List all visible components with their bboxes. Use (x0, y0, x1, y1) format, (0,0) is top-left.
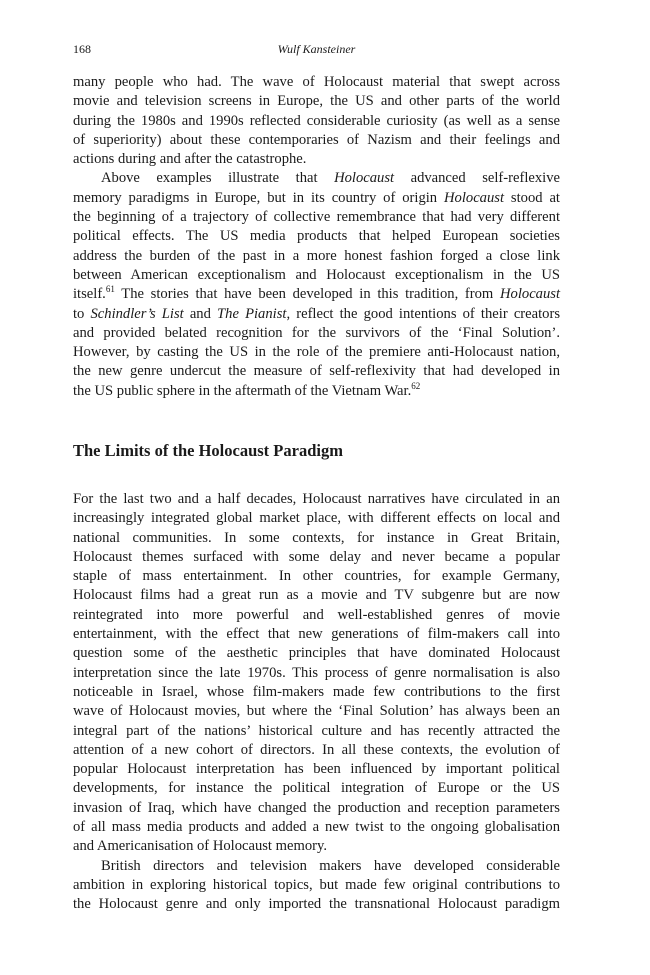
text-line (73, 779, 560, 798)
text-run: of superiority) about these contemporaries of Nazism and their feelings and (73, 131, 560, 148)
text-run: and provided belated recognition for the survivors of the ‘Final Solution’. (73, 324, 560, 341)
text-run: integral part of the nations’ historical culture and has recently attracted the (73, 722, 560, 739)
text-run: , reflect the good intentions of their creators (286, 305, 561, 322)
text-line (73, 895, 560, 914)
text-run: attention of a new cohort of directors. In all these contexts, the evolution of (73, 741, 560, 758)
text-line (73, 702, 560, 721)
text-run: Holocaust themes surfaced with some delay and never became a popular (73, 548, 560, 565)
text-line (73, 189, 560, 208)
text-run: and Americanisation of Holocaust memory. (73, 838, 327, 855)
text-line (73, 150, 560, 169)
text-line (73, 509, 560, 528)
text-run: during the 1980s and 1990s reflected considerable curiosity (as well as a sense (73, 112, 560, 129)
text-run: increasingly integrated global market place, with different effects on local and (73, 510, 560, 527)
text-run: The stories that have been developed in this tradition, from (114, 286, 500, 303)
text-run: wave of Holocaust movies, but where the ‘Final Solution’ has always been an (73, 703, 560, 720)
text-run: memory paradigms in Europe, but in its country of origin (73, 189, 445, 206)
text-run: the new genre undercut the measure of self-reflexivity that had developed in (73, 363, 560, 380)
text-line (73, 567, 560, 586)
text-line (73, 247, 560, 266)
text-line (73, 362, 560, 381)
text-line (73, 857, 560, 876)
text-run: movie and television screens in Europe, the US and other parts of the world (73, 93, 560, 110)
text-run: stood at (504, 189, 560, 206)
text-line (73, 799, 560, 818)
text-run: between American exceptionalism and Holocaust exceptionalism in the US (73, 266, 560, 283)
text-line (73, 131, 560, 150)
text-line (73, 664, 560, 683)
text-line (73, 490, 560, 509)
text-line (73, 169, 560, 188)
text-line (73, 324, 560, 343)
italic-title: The Pianist (217, 305, 287, 322)
text-line (73, 529, 560, 548)
text-run: However, by casting the US in the role of the premiere anti-Holocaust nation, (73, 344, 560, 361)
text-line (73, 683, 560, 702)
italic-title: Schindler’s List (90, 305, 184, 322)
italic-title: Holocaust (500, 286, 560, 303)
text-line (73, 285, 560, 304)
paragraphs-after-heading (73, 490, 560, 915)
text-run: the Holocaust genre and only imported the transnational Holocaust paradigm (73, 896, 560, 913)
text-run: British directors and television makers have developed considerable (101, 857, 560, 874)
text-run: actions during and after the catastrophe. (73, 151, 307, 168)
text-line (73, 548, 560, 567)
text-line (73, 305, 560, 324)
text-run: question some of the aesthetic principles that have dominated Holocaust (73, 645, 560, 662)
text-line (73, 343, 560, 362)
text-line (73, 760, 560, 779)
text-run: to (73, 305, 91, 322)
text-line (73, 92, 560, 111)
text-line (73, 73, 560, 92)
text-run: itself. (73, 286, 106, 303)
text-run: For the last two and a half decades, Holocaust narratives have circulated in an (73, 491, 560, 507)
text-run: entertainment, with the effect that new generations of film-makers call into (73, 626, 560, 643)
text-run: ambition in exploring historical topics, but made few original contributions to (73, 876, 560, 893)
text-line (73, 625, 560, 644)
text-run: Holocaust films had a great run as a movie and TV subgenre but are now (73, 587, 560, 604)
text-run: noticeable in Israel, whose film-makers made few contributions to the first (73, 683, 560, 700)
text-run: the US public sphere in the aftermath of the Vietnam War. (73, 382, 412, 399)
text-line (73, 606, 560, 625)
text-run: developments, for instance the political integration of Europe or the US (73, 780, 560, 797)
text-run: invasion of Iraq, which have changed the production and reception parameters (73, 799, 560, 816)
text-run: interpretation since the late 1970s. This process of genre normalisation is also (73, 664, 560, 681)
italic-title: Holocaust (444, 189, 505, 206)
text-run: advanced self-reflexive (394, 170, 560, 187)
text-line (73, 818, 560, 837)
text-line (73, 722, 560, 741)
text-line (73, 837, 560, 856)
text-line (73, 876, 560, 895)
text-run: staple of mass entertainment. In other countries, for example Germany, (73, 568, 560, 585)
text-run: political effects. The US media products that helped European societies (73, 228, 560, 245)
text-run: and (183, 305, 218, 322)
section-heading: The Limits of the Holocaust Paradigm (73, 441, 343, 460)
text-line (73, 208, 560, 227)
text-run: reintegrated into more powerful and well-established genres of movie (73, 606, 560, 623)
text-run: Above examples illustrate that (101, 170, 335, 187)
text-run: many people who had. The wave of Holocaust material that swept across (73, 74, 560, 90)
text-line (73, 266, 560, 285)
text-run: address the burden of the past in a more honest fashion forged a close link (73, 247, 560, 264)
page-number: 168 (73, 42, 91, 56)
text-line (73, 586, 560, 605)
text-line (73, 112, 560, 131)
text-line (73, 741, 560, 760)
italic-title: Holocaust (334, 170, 395, 187)
running-head-author: Wulf Kansteiner (277, 42, 356, 56)
paragraphs-before-heading (73, 73, 560, 401)
text-run: popular Holocaust interpretation has been influenced by important political (73, 761, 560, 778)
footnote-marker: 61 (105, 284, 115, 295)
text-line (73, 227, 560, 246)
footnote-marker: 62 (411, 380, 421, 391)
text-run: the beginning of a trajectory of collective remembrance that had very different (73, 209, 560, 226)
running-head (73, 42, 560, 58)
text-line (73, 644, 560, 663)
text-run: national communities. In some contexts, for instance in Great Britain, (73, 529, 560, 546)
text-run: of all mass media products and added a new twist to the ongoing globalisation (73, 819, 560, 836)
text-line (73, 382, 560, 401)
